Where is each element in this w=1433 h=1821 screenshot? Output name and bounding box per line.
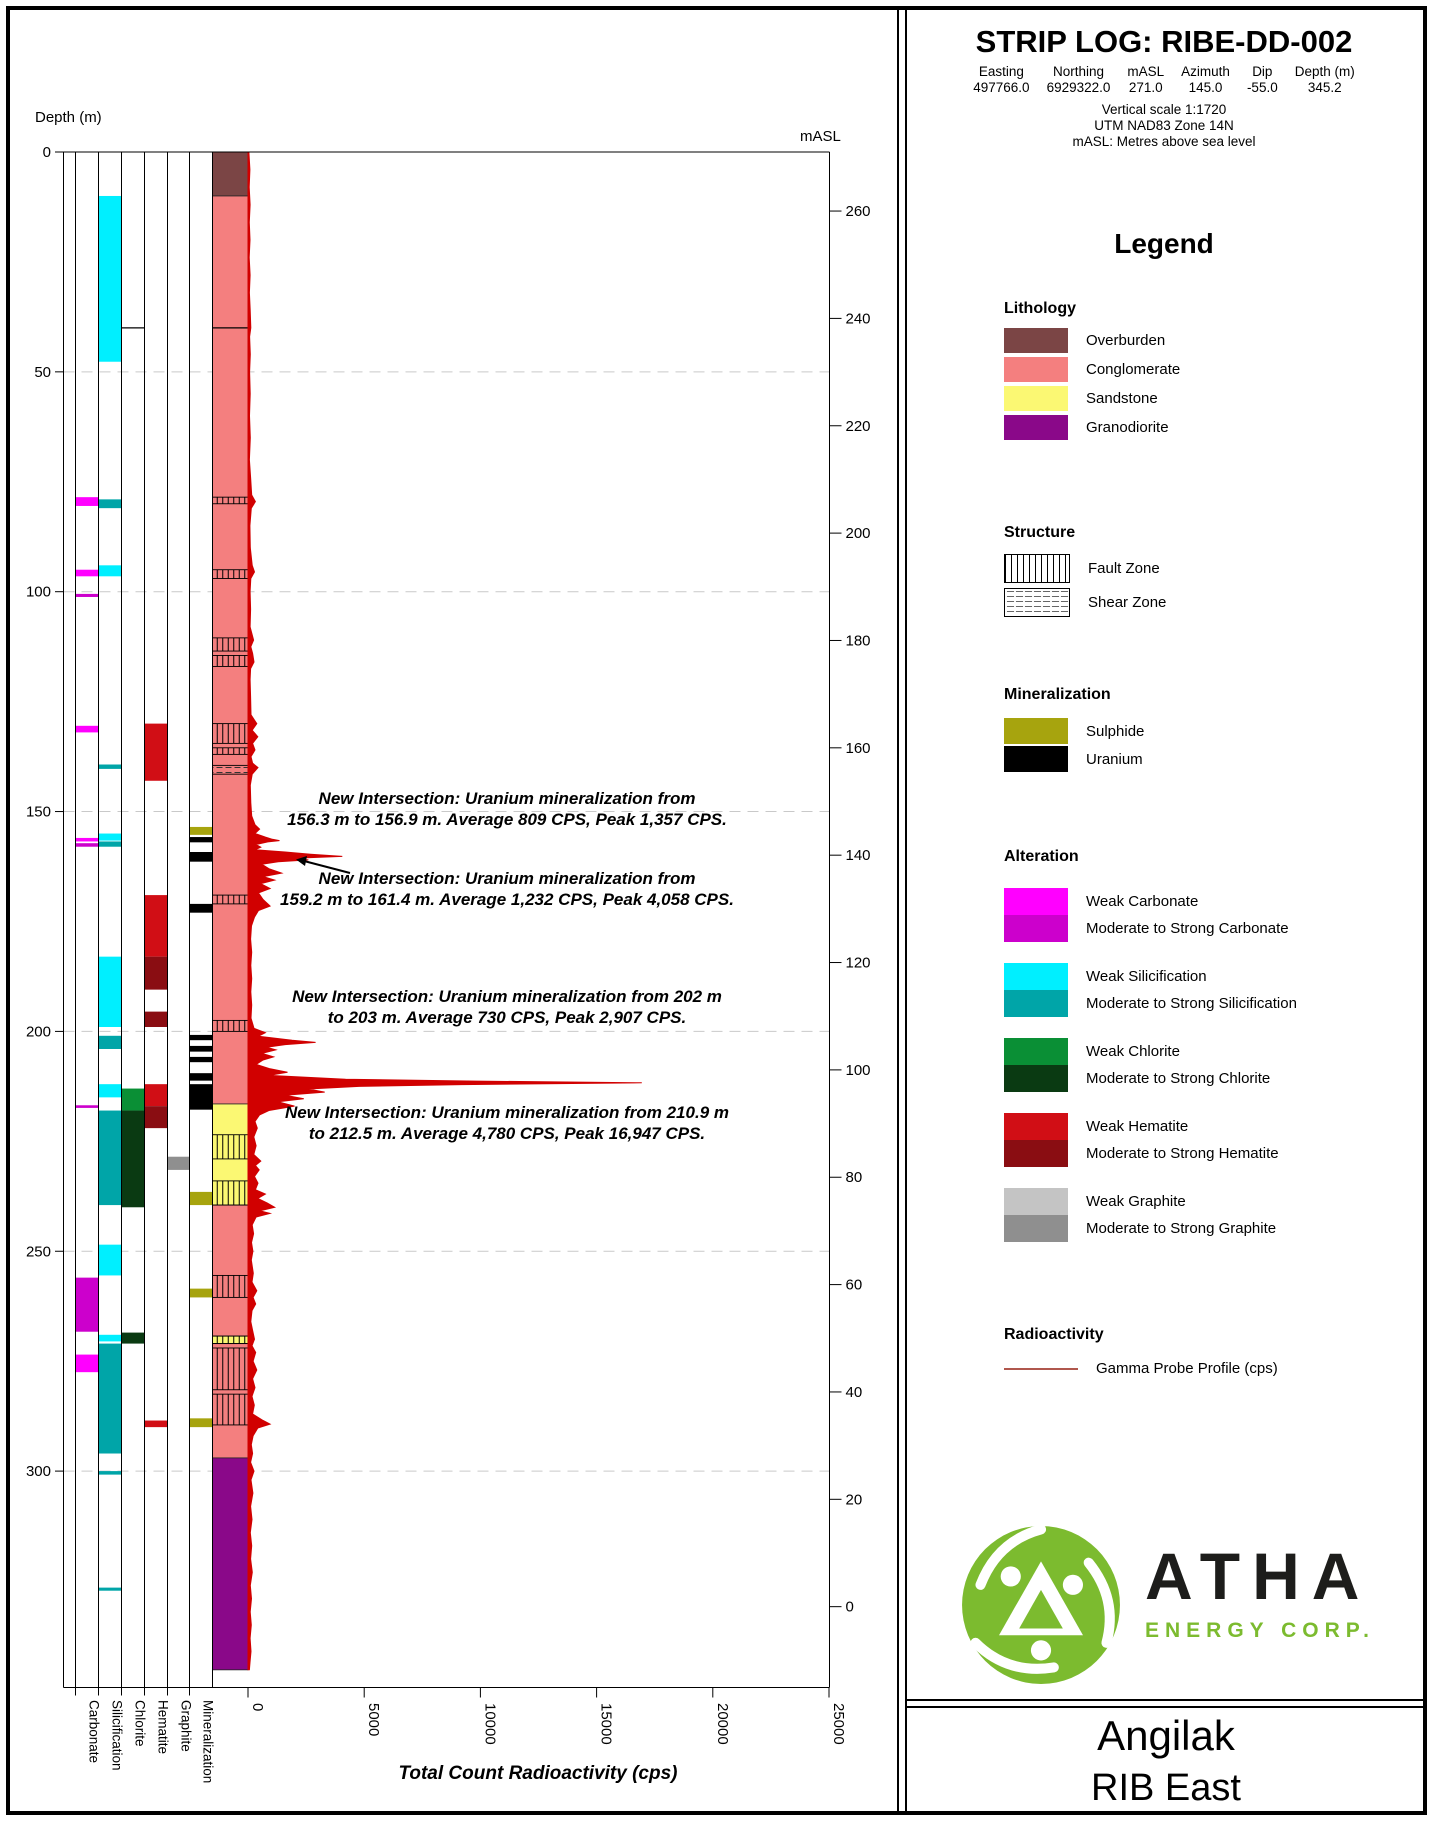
fault-zone-interval	[213, 895, 249, 904]
atha-logo	[945, 1511, 1385, 1701]
legend-heading-alteration: Alteration	[1004, 848, 1079, 865]
alteration-strong-label: Moderate to Strong Chlorite	[1086, 1070, 1271, 1087]
fault-zone-interval	[213, 655, 249, 666]
graphite-interval	[168, 1157, 189, 1170]
legend-alteration-group	[1004, 888, 1414, 942]
alteration-strong-swatch	[1004, 915, 1068, 942]
carbonate-interval	[76, 1355, 98, 1373]
legend-lithology-rows	[1004, 328, 1414, 440]
fault-zone-interval	[213, 638, 249, 651]
column-label-mineralization: Mineralization	[200, 1700, 216, 1784]
masl-tick-label: 20	[845, 1491, 863, 1509]
footer-separator	[905, 1699, 1427, 1708]
mineralization-swatch	[1004, 746, 1068, 772]
column-label-chlorite: Chlorite	[132, 1700, 148, 1747]
legend-mineralization-item	[1004, 746, 1414, 772]
alteration-strong-swatch	[1004, 1215, 1068, 1242]
alteration-swatch	[1004, 1113, 1068, 1167]
legend-item-label: Shear Zone	[1088, 594, 1167, 611]
collar-field	[1181, 64, 1230, 95]
legend-heading-radioactivity: Radioactivity	[1004, 1326, 1104, 1343]
collar-field	[1247, 64, 1278, 95]
collar-field-value: 497766.0	[973, 79, 1030, 95]
depth-tick-label: 200	[25, 1023, 51, 1041]
legend-gamma-row	[1004, 1360, 1414, 1377]
collar-field	[1047, 64, 1111, 95]
mineralization-interval-sulphide	[190, 1289, 212, 1298]
column-label-graphite: Graphite	[178, 1700, 194, 1752]
legend-alteration-groups	[1004, 888, 1414, 1242]
legend-item-label: Uranium	[1086, 750, 1143, 768]
mineralization-swatch	[1004, 718, 1068, 744]
collar-field-value: 6929322.0	[1046, 79, 1111, 95]
silicification-interval	[99, 765, 121, 769]
silicification-interval	[99, 196, 121, 362]
cps-tick-label: 0	[249, 1703, 266, 1712]
fault-zone-interval	[213, 748, 249, 755]
depth-tick-label: 250	[25, 1243, 51, 1261]
legend-alteration-group	[1004, 1188, 1414, 1242]
alteration-swatch	[1004, 1038, 1068, 1092]
footer-area: RIB East	[1091, 1767, 1241, 1809]
collar-field-value: -55.0	[1246, 79, 1278, 95]
silicification-interval	[99, 565, 121, 576]
masl-tick-label: 260	[845, 203, 871, 221]
depth-tick-label: 0	[42, 144, 51, 161]
mineralization-interval-uranium	[190, 852, 212, 862]
alteration-labels	[1086, 1038, 1270, 1092]
carbonate-interval	[76, 726, 98, 733]
fault-zone-interval	[213, 1336, 249, 1343]
hematite-interval	[145, 1106, 167, 1128]
mineralization-interval-uranium	[190, 837, 212, 842]
alteration-weak-swatch	[1004, 1113, 1068, 1140]
masl-tick-label: 40	[845, 1383, 863, 1401]
lithology-swatch	[1004, 328, 1068, 353]
scale-note-line: Vertical scale 1:1720	[1101, 102, 1227, 117]
carbonate-interval	[76, 1278, 98, 1332]
hematite-interval	[145, 1084, 167, 1106]
collar-field-label: Depth (m)	[1294, 64, 1355, 79]
alteration-weak-swatch	[1004, 1188, 1068, 1215]
scale-note-line: mASL: Metres above sea level	[1072, 134, 1256, 150]
alteration-strong-label: Moderate to Strong Hematite	[1086, 1145, 1279, 1162]
alteration-swatch	[1004, 1188, 1068, 1242]
hematite-interval	[145, 957, 167, 990]
silicification-interval	[99, 1036, 121, 1049]
legend-alteration-group	[1004, 1038, 1414, 1092]
masl-tick-label: 0	[845, 1598, 854, 1616]
fault-zone-swatch	[1004, 554, 1070, 583]
masl-tick-label: 60	[845, 1276, 863, 1294]
collar-field-label: Dip	[1252, 64, 1273, 79]
silicification-interval	[99, 1111, 121, 1206]
carbonate-interval	[76, 594, 98, 597]
silicification-interval	[99, 1588, 121, 1591]
alteration-labels	[1086, 888, 1289, 942]
legend-mineralization-item	[1004, 718, 1414, 744]
legend-alteration-group	[1004, 963, 1414, 1017]
silicification-interval	[99, 499, 121, 508]
legend-item-label: Conglomerate	[1086, 361, 1181, 378]
depth-axis-title: Depth (m)	[35, 109, 102, 126]
depth-tick-label: 150	[25, 803, 51, 821]
collar-field-label: Azimuth	[1181, 64, 1230, 79]
legend-section-structure	[1004, 524, 1414, 622]
collar-field-value: 345.2	[1307, 79, 1342, 95]
depth-tick-label: 50	[34, 363, 51, 381]
collar-field-value: 271.0	[1128, 79, 1163, 95]
depth-tick-label: 300	[25, 1463, 51, 1481]
hematite-interval	[145, 724, 167, 781]
alteration-labels	[1086, 1188, 1276, 1242]
depth-tick-label: 100	[25, 583, 51, 601]
intersection-annotation: New Intersection: Uranium mineralization from	[318, 789, 696, 808]
legend-mineralization-rows	[1004, 718, 1414, 772]
mineralization-interval-uranium	[190, 1084, 212, 1110]
alteration-strong-swatch	[1004, 1065, 1068, 1092]
alteration-weak-swatch	[1004, 963, 1068, 990]
atha-logo-name: ATHA	[1145, 1539, 1372, 1613]
fault-zone-interval	[213, 1394, 249, 1425]
masl-tick-label: 140	[845, 847, 871, 865]
alteration-weak-label: Weak Chlorite	[1086, 1043, 1180, 1060]
chlorite-interval	[122, 1111, 144, 1208]
hematite-interval	[145, 1421, 167, 1428]
silicification-interval	[99, 834, 121, 841]
mineralization-interval-uranium	[190, 1046, 212, 1052]
shear-zone-swatch	[1004, 588, 1070, 617]
carbonate-interval	[76, 497, 98, 506]
column-label-silicification: Silicification	[109, 1700, 125, 1771]
alteration-strong-label: Moderate to Strong Silicification	[1086, 995, 1297, 1012]
collar-field	[1127, 64, 1164, 95]
lithology-interval-overburden	[213, 152, 249, 196]
silicification-interval	[99, 1344, 121, 1454]
alteration-weak-swatch	[1004, 1038, 1068, 1065]
legend-item-label: Overburden	[1086, 332, 1166, 349]
legend-heading-mineralization: Mineralization	[1004, 686, 1111, 703]
chlorite-interval	[122, 1089, 144, 1111]
masl-tick-label: 120	[845, 954, 871, 972]
legend-gamma-label: Gamma Probe Profile (cps)	[1096, 1360, 1278, 1377]
fault-zone-interval	[213, 724, 249, 744]
masl-tick-label: 80	[845, 1169, 863, 1187]
page-title: STRIP LOG: RIBE-DD-002	[975, 24, 1353, 59]
scale-note-line: UTM NAD83 Zone 14N	[1094, 118, 1234, 134]
collar-field-value: 145.0	[1188, 79, 1223, 95]
lithology-swatch	[1004, 357, 1068, 382]
masl-tick-label: 100	[845, 1061, 871, 1079]
alteration-strong-swatch	[1004, 990, 1068, 1017]
fault-zone-interval	[213, 497, 249, 504]
intersection-annotation: New Intersection: Uranium mineralization from 210.9 m	[284, 1103, 730, 1122]
silicification-interval	[99, 957, 121, 1027]
cps-tick-label: 20000	[713, 1703, 731, 1745]
silicification-interval	[99, 1471, 121, 1475]
intersection-annotation: 159.2 m to 161.4 m. Average 1,232 CPS, Peak 4,058 CPS.	[280, 890, 734, 909]
fault-zone-interval	[213, 1348, 249, 1390]
legend-title: Legend	[1114, 228, 1214, 259]
collar-field-label: mASL	[1127, 64, 1165, 79]
mineralization-interval-sulphide	[190, 827, 212, 835]
collar-field	[973, 64, 1029, 95]
alteration-weak-label: Weak Silicification	[1086, 968, 1207, 985]
mineralization-interval-uranium	[190, 1073, 212, 1080]
legend-lithology-item	[1004, 415, 1414, 440]
carbonate-interval	[76, 843, 98, 847]
legend-section-mineralization	[1004, 686, 1414, 774]
legend-structure-rows	[1004, 554, 1414, 617]
alteration-weak-label: Weak Graphite	[1086, 1193, 1186, 1210]
fault-zone-interval	[213, 1181, 249, 1205]
mineralization-interval-uranium	[190, 1057, 212, 1062]
intersection-annotation: New Intersection: Uranium mineralization from 202 m	[292, 987, 722, 1006]
collar-info	[905, 64, 1423, 95]
fault-zone-interval	[213, 1135, 249, 1159]
legend-item-label: Fault Zone	[1088, 560, 1160, 577]
alteration-weak-swatch	[1004, 888, 1068, 915]
cps-tick-label: 5000	[365, 1703, 383, 1737]
fault-zone-interval	[213, 570, 249, 579]
legend-lithology-item	[1004, 357, 1414, 382]
scale-notes	[905, 102, 1423, 151]
alteration-strong-label: Moderate to Strong Graphite	[1086, 1220, 1277, 1237]
intersection-annotation: to 212.5 m. Average 4,780 CPS, Peak 16,947 CPS.	[308, 1124, 706, 1143]
alteration-labels	[1086, 1113, 1279, 1167]
footer	[905, 1712, 1427, 1810]
lithology-interval-conglomerate	[213, 1205, 249, 1336]
alteration-strong-label: Moderate to Strong Carbonate	[1086, 920, 1289, 937]
collar-field-label: Easting	[978, 64, 1024, 79]
legend-section-radioactivity	[1004, 1326, 1414, 1377]
alteration-swatch	[1004, 963, 1068, 1017]
carbonate-interval	[76, 570, 98, 577]
radioactivity-axis-title: Total Count Radioactivity (cps)	[398, 1763, 678, 1784]
intersection-annotation: 156.3 m to 156.9 m. Average 809 CPS, Peak 1,357 CPS.	[287, 810, 727, 829]
fault-zone-interval	[213, 1020, 249, 1031]
cps-tick-label: 10000	[481, 1703, 499, 1745]
silicification-interval	[99, 1335, 121, 1342]
hematite-interval	[145, 895, 167, 957]
alteration-strong-swatch	[1004, 1140, 1068, 1167]
hematite-interval	[145, 1012, 167, 1027]
info-panel	[905, 6, 1423, 1815]
legend-lithology-item	[1004, 328, 1414, 353]
legend-structure-item	[1004, 588, 1414, 617]
legend-item-label: Sulphide	[1086, 722, 1145, 740]
shear-zone-interval	[213, 765, 249, 774]
fault-zone-interval	[213, 1275, 249, 1297]
chlorite-interval	[122, 1333, 144, 1344]
atha-logo-icon	[957, 1521, 1125, 1689]
legend-structure-item	[1004, 554, 1414, 583]
legend-item-label: Sandstone	[1086, 390, 1158, 407]
masl-tick-label: 180	[845, 632, 871, 650]
atha-logo-subtitle: ENERGY CORP.	[1145, 1619, 1375, 1642]
masl-axis-title: mASL	[800, 128, 841, 145]
intersection-annotation: to 203 m. Average 730 CPS, Peak 2,907 CPS.	[327, 1008, 687, 1027]
alteration-weak-label: Weak Hematite	[1086, 1118, 1189, 1135]
silicification-interval	[99, 1245, 121, 1276]
cps-tick-label: 15000	[597, 1703, 615, 1745]
cps-tick-label: 25000	[830, 1703, 847, 1745]
silicification-interval	[99, 1084, 121, 1097]
intersection-annotation: New Intersection: Uranium mineralization from	[318, 869, 696, 888]
masl-tick-label: 160	[845, 739, 871, 757]
column-label-carbonate: Carbonate	[86, 1700, 102, 1764]
mineralization-interval-sulphide	[190, 1192, 212, 1205]
collar-field-label: Northing	[1052, 64, 1104, 79]
lithology-swatch	[1004, 386, 1068, 411]
carbonate-interval	[76, 838, 98, 842]
legend-heading-structure: Structure	[1004, 524, 1076, 541]
footer-project: Angilak	[1097, 1712, 1235, 1759]
legend-item-label: Granodiorite	[1086, 419, 1169, 436]
legend-heading-lithology: Lithology	[1004, 300, 1076, 317]
gamma-probe-curve	[248, 152, 642, 1670]
mineralization-interval-sulphide	[190, 1418, 212, 1427]
legend-section-lithology	[1004, 300, 1414, 444]
carbonate-interval	[76, 1105, 98, 1108]
atha-logo-text	[1145, 1539, 1375, 1643]
mineralization-interval-uranium	[190, 1035, 212, 1040]
silicification-interval	[99, 841, 121, 846]
alteration-swatch	[1004, 888, 1068, 942]
legend-lithology-item	[1004, 386, 1414, 411]
column-label-hematite: Hematite	[155, 1700, 171, 1755]
legend-alteration-group	[1004, 1113, 1414, 1167]
alteration-weak-label: Weak Carbonate	[1086, 893, 1199, 910]
lithology-interval-granodiorite	[213, 1458, 249, 1670]
gamma-line-icon	[1004, 1368, 1078, 1370]
masl-tick-label: 220	[845, 417, 871, 435]
collar-field	[1295, 64, 1355, 95]
legend-section-alteration	[1004, 848, 1414, 1263]
mineralization-interval-uranium	[190, 904, 212, 913]
lithology-swatch	[1004, 415, 1068, 440]
alteration-labels	[1086, 963, 1297, 1017]
masl-tick-label: 200	[845, 525, 871, 543]
masl-tick-label: 240	[845, 310, 871, 328]
